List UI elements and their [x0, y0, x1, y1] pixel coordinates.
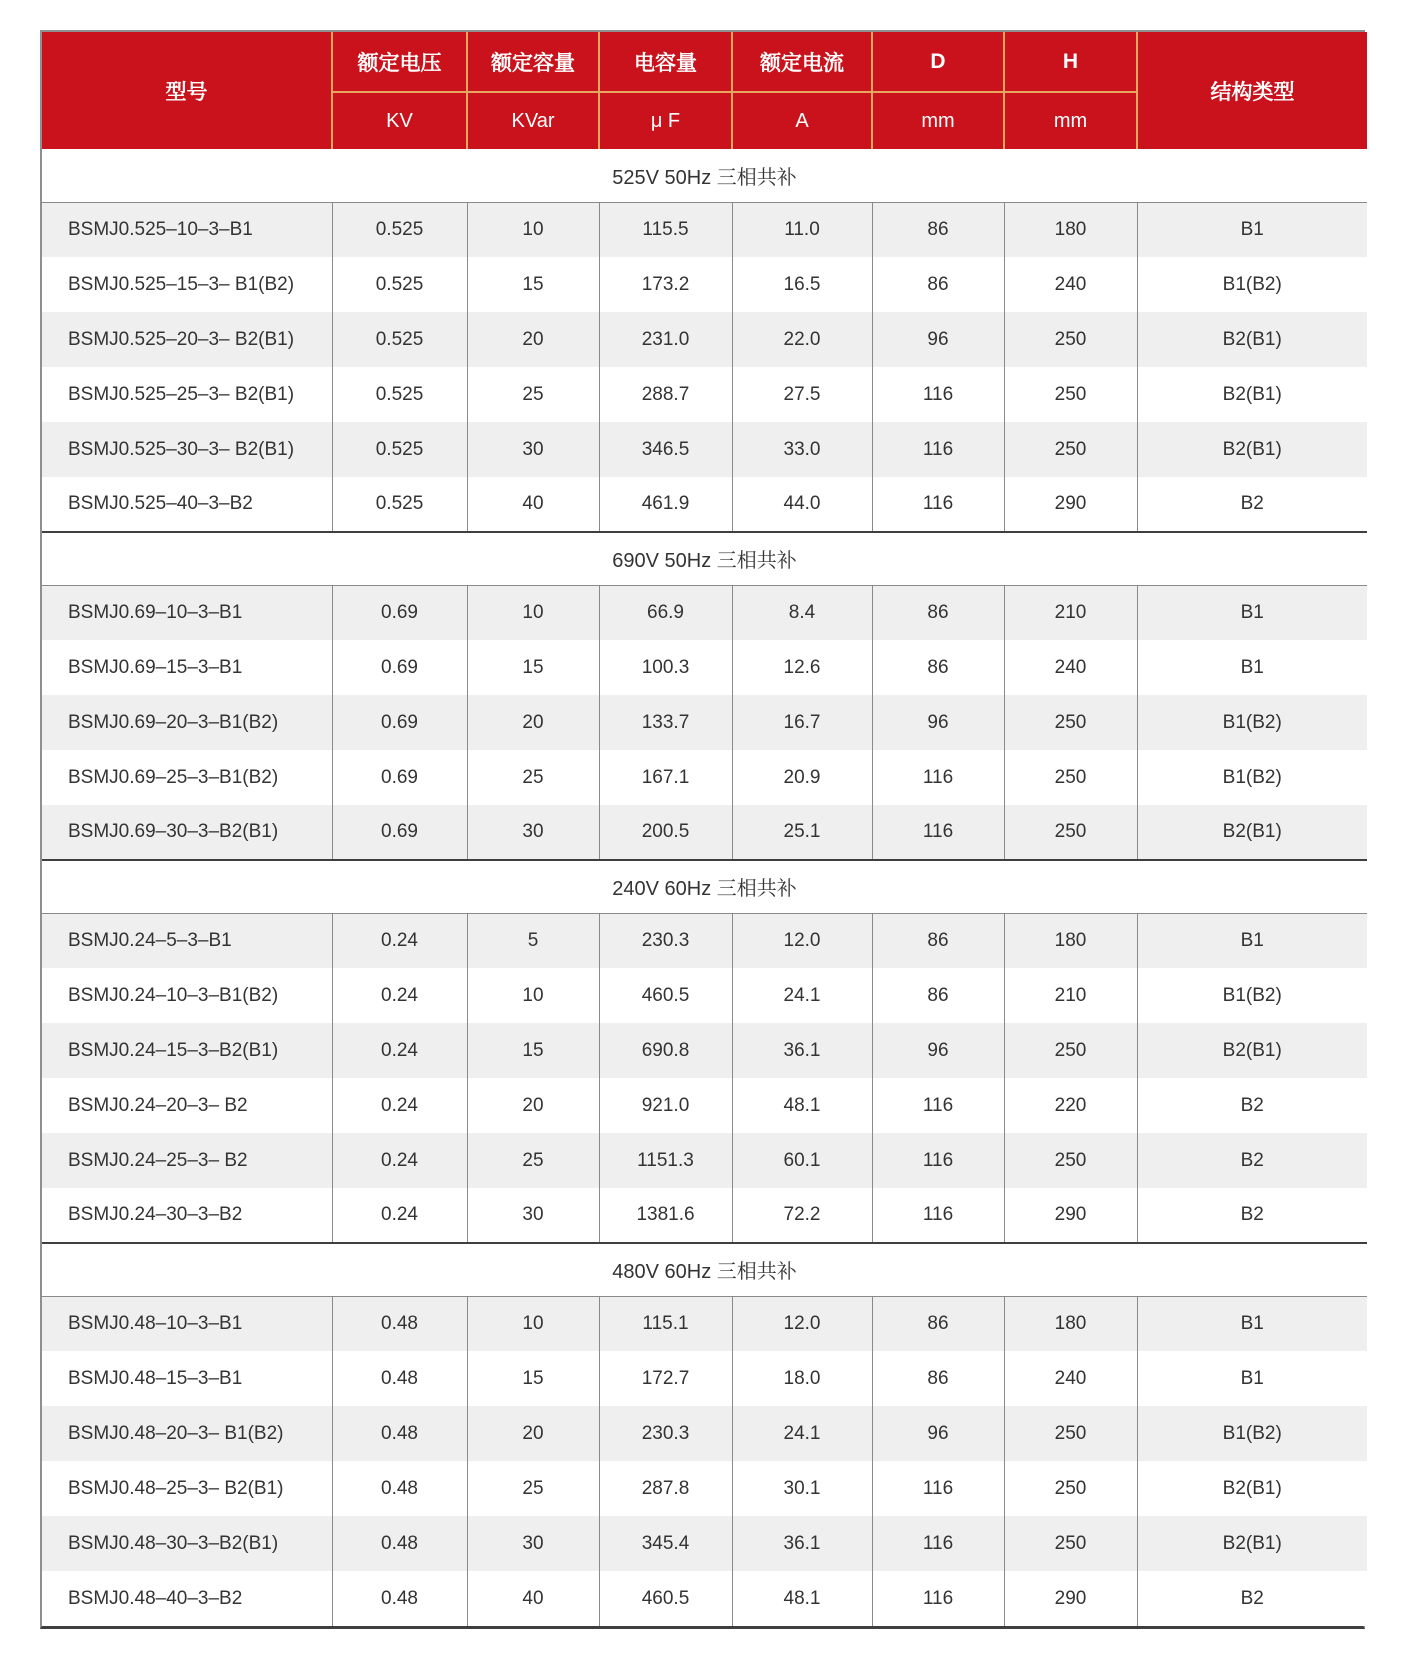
cell-rated-capacity: 25	[467, 1461, 599, 1516]
cell-rated-capacity: 20	[467, 1078, 599, 1133]
table-row	[42, 805, 1367, 860]
cell-rated-capacity: 15	[467, 1351, 599, 1406]
cell-capacitance: 461.9	[599, 477, 732, 532]
cell-d: 96	[872, 1023, 1004, 1078]
section-title: 525V 50Hz 三相共补	[42, 149, 1367, 202]
table-row	[42, 1406, 1367, 1461]
cell-h: 250	[1004, 805, 1137, 860]
cell-capacitance: 172.7	[599, 1351, 732, 1406]
cell-d: 116	[872, 805, 1004, 860]
cell-d: 86	[872, 1351, 1004, 1406]
cell-h: 250	[1004, 695, 1137, 750]
table-body	[42, 149, 1367, 1626]
cell-capacitance: 167.1	[599, 750, 732, 805]
cell-capacitance: 346.5	[599, 422, 732, 477]
cell-model: BSMJ0.69–10–3–B1	[42, 585, 332, 640]
cell-rated-voltage: 0.48	[332, 1296, 467, 1351]
cell-rated-current: 12.6	[732, 640, 872, 695]
cell-capacitance: 115.1	[599, 1296, 732, 1351]
cell-model: BSMJ0.48–15–3–B1	[42, 1351, 332, 1406]
cell-rated-current: 48.1	[732, 1571, 872, 1626]
cell-rated-capacity: 25	[467, 750, 599, 805]
cell-d: 116	[872, 1078, 1004, 1133]
cell-rated-current: 24.1	[732, 1406, 872, 1461]
table-row	[42, 1571, 1367, 1626]
cell-capacitance: 200.5	[599, 805, 732, 860]
header-rated-voltage: 额定电压	[332, 32, 467, 92]
unit-rated-capacity: KVar	[467, 92, 599, 149]
cell-rated-capacity: 10	[467, 1296, 599, 1351]
cell-rated-voltage: 0.48	[332, 1461, 467, 1516]
cell-model: BSMJ0.525–40–3–B2	[42, 477, 332, 532]
cell-rated-current: 16.7	[732, 695, 872, 750]
cell-capacitance: 1151.3	[599, 1133, 732, 1188]
cell-h: 220	[1004, 1078, 1137, 1133]
cell-model: BSMJ0.525–15–3– B1(B2)	[42, 257, 332, 312]
cell-rated-voltage: 0.69	[332, 695, 467, 750]
cell-rated-current: 72.2	[732, 1188, 872, 1243]
cell-rated-voltage: 0.24	[332, 1023, 467, 1078]
cell-h: 180	[1004, 1296, 1137, 1351]
cell-d: 116	[872, 1516, 1004, 1571]
table-row	[42, 257, 1367, 312]
cell-structure-type: B1	[1137, 1296, 1367, 1351]
table-row	[42, 1461, 1367, 1516]
table-row	[42, 477, 1367, 532]
cell-h: 180	[1004, 202, 1137, 257]
cell-structure-type: B2(B1)	[1137, 1516, 1367, 1571]
cell-rated-current: 22.0	[732, 312, 872, 367]
cell-model: BSMJ0.48–30–3–B2(B1)	[42, 1516, 332, 1571]
section-title: 690V 50Hz 三相共补	[42, 532, 1367, 585]
cell-h: 250	[1004, 367, 1137, 422]
cell-rated-voltage: 0.24	[332, 968, 467, 1023]
cell-h: 250	[1004, 1461, 1137, 1516]
cell-rated-current: 20.9	[732, 750, 872, 805]
cell-capacitance: 345.4	[599, 1516, 732, 1571]
cell-rated-capacity: 10	[467, 968, 599, 1023]
cell-rated-voltage: 0.525	[332, 312, 467, 367]
cell-capacitance: 690.8	[599, 1023, 732, 1078]
cell-rated-capacity: 15	[467, 640, 599, 695]
cell-d: 116	[872, 477, 1004, 532]
cell-d: 116	[872, 367, 1004, 422]
cell-model: BSMJ0.48–40–3–B2	[42, 1571, 332, 1626]
cell-model: BSMJ0.48–10–3–B1	[42, 1296, 332, 1351]
header-label-row	[42, 32, 1367, 92]
cell-structure-type: B2	[1137, 477, 1367, 532]
cell-h: 290	[1004, 1571, 1137, 1626]
cell-structure-type: B1(B2)	[1137, 1406, 1367, 1461]
cell-model: BSMJ0.69–20–3–B1(B2)	[42, 695, 332, 750]
table-row	[42, 640, 1367, 695]
cell-structure-type: B2	[1137, 1133, 1367, 1188]
header-capacitance: 电容量	[599, 32, 732, 92]
cell-rated-current: 12.0	[732, 1296, 872, 1351]
header-height: H	[1004, 32, 1137, 92]
cell-rated-voltage: 0.24	[332, 1078, 467, 1133]
table-row	[42, 968, 1367, 1023]
cell-rated-current: 8.4	[732, 585, 872, 640]
cell-rated-capacity: 15	[467, 257, 599, 312]
cell-model: BSMJ0.525–20–3– B2(B1)	[42, 312, 332, 367]
cell-rated-capacity: 20	[467, 312, 599, 367]
table-row	[42, 312, 1367, 367]
section-title: 240V 60Hz 三相共补	[42, 860, 1367, 913]
cell-h: 250	[1004, 422, 1137, 477]
cell-rated-voltage: 0.525	[332, 367, 467, 422]
cell-h: 250	[1004, 1023, 1137, 1078]
cell-model: BSMJ0.525–25–3– B2(B1)	[42, 367, 332, 422]
cell-d: 86	[872, 968, 1004, 1023]
table-row	[42, 1078, 1367, 1133]
table-row	[42, 1296, 1367, 1351]
table-row	[42, 1351, 1367, 1406]
cell-h: 210	[1004, 585, 1137, 640]
cell-d: 96	[872, 695, 1004, 750]
cell-model: BSMJ0.24–15–3–B2(B1)	[42, 1023, 332, 1078]
cell-model: BSMJ0.24–5–3–B1	[42, 913, 332, 968]
unit-rated-voltage: KV	[332, 92, 467, 149]
cell-structure-type: B1	[1137, 640, 1367, 695]
cell-d: 86	[872, 913, 1004, 968]
spec-table	[42, 32, 1367, 1626]
cell-structure-type: B2(B1)	[1137, 312, 1367, 367]
cell-model: BSMJ0.69–25–3–B1(B2)	[42, 750, 332, 805]
cell-h: 290	[1004, 477, 1137, 532]
cell-structure-type: B2(B1)	[1137, 1461, 1367, 1516]
section-header-row	[42, 860, 1367, 913]
cell-capacitance: 173.2	[599, 257, 732, 312]
cell-rated-current: 36.1	[732, 1023, 872, 1078]
cell-rated-voltage: 0.69	[332, 585, 467, 640]
cell-capacitance: 230.3	[599, 1406, 732, 1461]
cell-model: BSMJ0.525–30–3– B2(B1)	[42, 422, 332, 477]
cell-model: BSMJ0.24–10–3–B1(B2)	[42, 968, 332, 1023]
cell-capacitance: 115.5	[599, 202, 732, 257]
cell-structure-type: B1(B2)	[1137, 695, 1367, 750]
cell-model: BSMJ0.69–15–3–B1	[42, 640, 332, 695]
cell-rated-current: 24.1	[732, 968, 872, 1023]
cell-rated-voltage: 0.48	[332, 1516, 467, 1571]
cell-rated-voltage: 0.525	[332, 257, 467, 312]
table-row	[42, 367, 1367, 422]
cell-h: 250	[1004, 750, 1137, 805]
cell-rated-voltage: 0.24	[332, 1188, 467, 1243]
cell-rated-voltage: 0.24	[332, 913, 467, 968]
cell-model: BSMJ0.525–10–3–B1	[42, 202, 332, 257]
table-row	[42, 1023, 1367, 1078]
cell-structure-type: B1(B2)	[1137, 257, 1367, 312]
cell-d: 86	[872, 585, 1004, 640]
cell-d: 116	[872, 1133, 1004, 1188]
cell-structure-type: B2	[1137, 1571, 1367, 1626]
cell-rated-capacity: 40	[467, 477, 599, 532]
cell-d: 96	[872, 1406, 1004, 1461]
cell-rated-voltage: 0.48	[332, 1406, 467, 1461]
unit-height: mm	[1004, 92, 1137, 149]
cell-rated-capacity: 30	[467, 805, 599, 860]
cell-model: BSMJ0.24–20–3– B2	[42, 1078, 332, 1133]
cell-capacitance: 288.7	[599, 367, 732, 422]
cell-rated-current: 18.0	[732, 1351, 872, 1406]
cell-d: 116	[872, 1188, 1004, 1243]
cell-capacitance: 231.0	[599, 312, 732, 367]
unit-diameter: mm	[872, 92, 1004, 149]
cell-rated-capacity: 40	[467, 1571, 599, 1626]
cell-h: 240	[1004, 257, 1137, 312]
table-row	[42, 750, 1367, 805]
cell-capacitance: 460.5	[599, 968, 732, 1023]
cell-rated-capacity: 30	[467, 422, 599, 477]
cell-rated-capacity: 10	[467, 202, 599, 257]
header-diameter: D	[872, 32, 1004, 92]
cell-d: 116	[872, 422, 1004, 477]
cell-structure-type: B2	[1137, 1188, 1367, 1243]
cell-d: 96	[872, 312, 1004, 367]
cell-d: 86	[872, 640, 1004, 695]
cell-rated-capacity: 15	[467, 1023, 599, 1078]
cell-model: BSMJ0.24–25–3– B2	[42, 1133, 332, 1188]
table-row	[42, 913, 1367, 968]
cell-d: 86	[872, 257, 1004, 312]
cell-model: BSMJ0.48–25–3– B2(B1)	[42, 1461, 332, 1516]
cell-h: 250	[1004, 312, 1137, 367]
cell-h: 210	[1004, 968, 1137, 1023]
cell-rated-current: 44.0	[732, 477, 872, 532]
header-rated-current: 额定电流	[732, 32, 872, 92]
table-row	[42, 202, 1367, 257]
cell-d: 116	[872, 1461, 1004, 1516]
unit-rated-current: A	[732, 92, 872, 149]
table-row	[42, 585, 1367, 640]
cell-model: BSMJ0.69–30–3–B2(B1)	[42, 805, 332, 860]
cell-rated-voltage: 0.48	[332, 1571, 467, 1626]
cell-structure-type: B1(B2)	[1137, 968, 1367, 1023]
cell-rated-current: 33.0	[732, 422, 872, 477]
cell-capacitance: 1381.6	[599, 1188, 732, 1243]
cell-structure-type: B1	[1137, 1351, 1367, 1406]
cell-structure-type: B1	[1137, 202, 1367, 257]
cell-h: 290	[1004, 1188, 1137, 1243]
cell-h: 250	[1004, 1516, 1137, 1571]
cell-capacitance: 66.9	[599, 585, 732, 640]
table-row	[42, 695, 1367, 750]
cell-structure-type: B1	[1137, 585, 1367, 640]
cell-structure-type: B2(B1)	[1137, 805, 1367, 860]
cell-rated-current: 30.1	[732, 1461, 872, 1516]
cell-rated-current: 27.5	[732, 367, 872, 422]
cell-model: BSMJ0.24–30–3–B2	[42, 1188, 332, 1243]
cell-rated-voltage: 0.525	[332, 422, 467, 477]
cell-rated-voltage: 0.69	[332, 640, 467, 695]
cell-rated-capacity: 30	[467, 1516, 599, 1571]
cell-h: 180	[1004, 913, 1137, 968]
cell-d: 86	[872, 1296, 1004, 1351]
cell-rated-voltage: 0.48	[332, 1351, 467, 1406]
cell-rated-current: 12.0	[732, 913, 872, 968]
spec-table-container	[40, 30, 1365, 1629]
cell-rated-current: 11.0	[732, 202, 872, 257]
cell-structure-type: B1(B2)	[1137, 750, 1367, 805]
cell-h: 240	[1004, 1351, 1137, 1406]
cell-rated-voltage: 0.24	[332, 1133, 467, 1188]
unit-capacitance: μ F	[599, 92, 732, 149]
cell-structure-type: B2(B1)	[1137, 367, 1367, 422]
cell-rated-capacity: 25	[467, 367, 599, 422]
cell-rated-capacity: 30	[467, 1188, 599, 1243]
section-title: 480V 60Hz 三相共补	[42, 1243, 1367, 1296]
cell-rated-capacity: 10	[467, 585, 599, 640]
header-model: 型号	[42, 32, 332, 149]
cell-h: 250	[1004, 1406, 1137, 1461]
cell-model: BSMJ0.48–20–3– B1(B2)	[42, 1406, 332, 1461]
cell-rated-current: 48.1	[732, 1078, 872, 1133]
cell-rated-current: 25.1	[732, 805, 872, 860]
cell-capacitance: 287.8	[599, 1461, 732, 1516]
table-row	[42, 422, 1367, 477]
section-header-row	[42, 1243, 1367, 1296]
cell-h: 240	[1004, 640, 1137, 695]
section-header-row	[42, 532, 1367, 585]
cell-d: 116	[872, 750, 1004, 805]
cell-rated-capacity: 25	[467, 1133, 599, 1188]
cell-rated-current: 36.1	[732, 1516, 872, 1571]
table-row	[42, 1516, 1367, 1571]
cell-structure-type: B2	[1137, 1078, 1367, 1133]
cell-capacitance: 133.7	[599, 695, 732, 750]
table-row	[42, 1188, 1367, 1243]
cell-rated-voltage: 0.69	[332, 805, 467, 860]
header-structure-type: 结构类型	[1137, 32, 1367, 149]
cell-structure-type: B2(B1)	[1137, 1023, 1367, 1078]
cell-structure-type: B2(B1)	[1137, 422, 1367, 477]
section-header-row	[42, 149, 1367, 202]
cell-capacitance: 921.0	[599, 1078, 732, 1133]
cell-rated-voltage: 0.69	[332, 750, 467, 805]
cell-capacitance: 230.3	[599, 913, 732, 968]
cell-rated-voltage: 0.525	[332, 477, 467, 532]
cell-d: 116	[872, 1571, 1004, 1626]
cell-capacitance: 460.5	[599, 1571, 732, 1626]
cell-rated-current: 16.5	[732, 257, 872, 312]
cell-rated-current: 60.1	[732, 1133, 872, 1188]
table-header	[42, 32, 1367, 149]
cell-structure-type: B1	[1137, 913, 1367, 968]
cell-capacitance: 100.3	[599, 640, 732, 695]
cell-rated-capacity: 20	[467, 1406, 599, 1461]
cell-rated-voltage: 0.525	[332, 202, 467, 257]
header-rated-capacity: 额定容量	[467, 32, 599, 92]
table-row	[42, 1133, 1367, 1188]
cell-h: 250	[1004, 1133, 1137, 1188]
cell-rated-capacity: 5	[467, 913, 599, 968]
cell-rated-capacity: 20	[467, 695, 599, 750]
cell-d: 86	[872, 202, 1004, 257]
